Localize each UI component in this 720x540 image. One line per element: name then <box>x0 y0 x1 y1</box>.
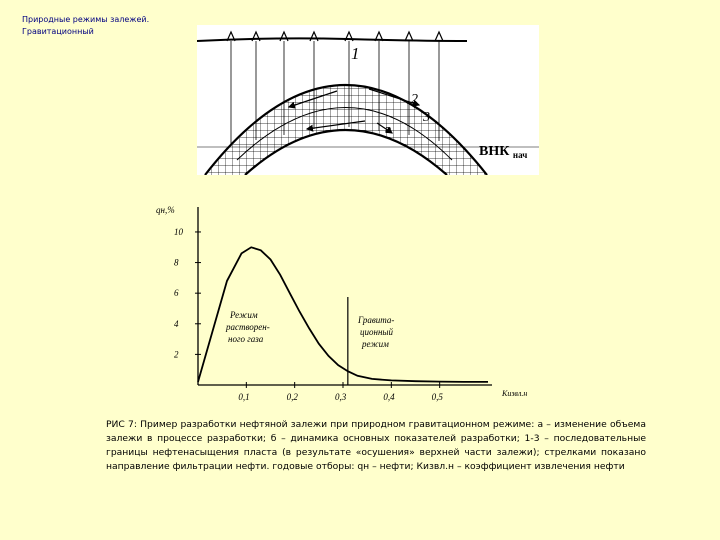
x-tick-label: 0,2 <box>286 392 298 402</box>
boundary-label-1: 1 <box>351 44 360 63</box>
slide-title-line1: Природные режимы залежей. <box>22 15 150 24</box>
y-axis-label: qн,% <box>156 205 175 215</box>
chart-ticks <box>174 227 443 402</box>
annotation-left <box>225 310 270 344</box>
annotation-right-line3: режим <box>362 339 389 349</box>
x-tick-label: 0,3 <box>335 392 347 402</box>
x-tick-label: 0,1 <box>238 392 250 402</box>
annotation-right-line2: ционный <box>360 327 394 337</box>
owc-label-main: ВНК <box>479 144 510 159</box>
annotation-left-line2: растворен- <box>226 322 270 332</box>
y-tick-label: 8 <box>174 257 179 268</box>
owc-label-sub: нач <box>512 150 528 160</box>
annotation-right-line1: Гравита- <box>358 315 395 325</box>
production-chart <box>150 195 550 410</box>
boundary-label-3: 3 <box>423 110 430 125</box>
label-a: а <box>385 121 392 136</box>
x-tick-label: 0,4 <box>383 392 395 402</box>
annotation-left-line3: ного газа <box>228 334 264 344</box>
y-tick-label: 10 <box>174 226 183 237</box>
reservoir-diagram <box>197 25 539 175</box>
y-tick-label: 6 <box>174 288 179 299</box>
slide-title <box>22 14 149 38</box>
boundary-label-2: 2 <box>411 92 418 107</box>
x-tick-label: 0,5 <box>431 392 443 402</box>
annotation-left-line1: Режим <box>230 310 258 320</box>
y-tick-label: 2 <box>174 349 179 360</box>
y-tick-label: 4 <box>174 318 179 329</box>
chart-axes <box>198 207 492 385</box>
figure-caption: РИС 7: Пример разработки нефтяной залежи при природном гравитационном режиме: а – изменение объема залежи в процессе разработки; б – динамика основных показателей разработки; 1-3 – последовательные границы нефтенасыщения пласта (в результате «осушения» верхней части залежи); стрелками показано направление фильтрации нефти. годовые отборы: qн – нефти; Кизвл.н – коэффициент извлечения нефти <box>106 419 646 472</box>
slide-title-line2: Гравитационный <box>22 27 94 36</box>
x-axis-label: Кизвл.н <box>502 389 528 398</box>
annotation-right <box>357 315 394 349</box>
